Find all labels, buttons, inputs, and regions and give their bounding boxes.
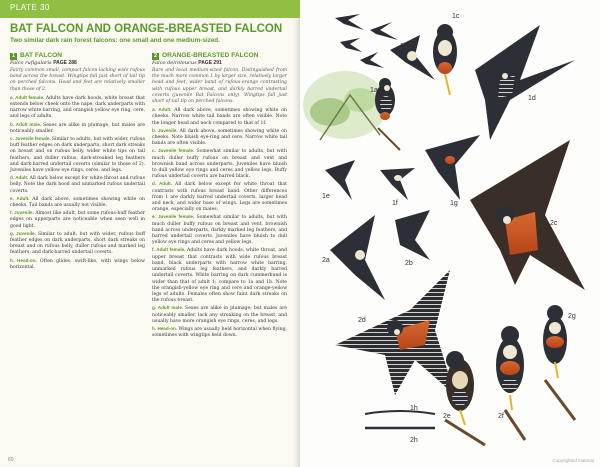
paragraph-text: Adults have dark hoods, white throat, and upper breast that contrasts with wide rufous breast band, black underparts with narrow white barring, unmarked rufous leg feathers, and darkly barred undertail coverts. White barring on dark cummerbund is wider than that of adult 1; compare to 1a and 1b. Note the orangish-yellow eye ring and cere and orange-yellow legs of adults. Females often show faint dark streaks on the rufous breast.	[152, 248, 287, 304]
figure-label-2e: 2e	[443, 413, 451, 420]
species-1-paragraph	[10, 95, 145, 121]
species-1-name: BAT FALCON	[20, 52, 62, 59]
figure-label-2b: 2b	[405, 260, 413, 267]
figure-1c-bat-falcon-perched	[433, 24, 457, 95]
figure-label-1b: 1b	[400, 43, 408, 50]
paragraph-text: Adults have dark hoods, white breast that extends below cheek onto the nape, dark underparts with narrow white barring, and orangish yellow eye ring, cere, and legs of adults.	[10, 95, 145, 120]
page-number: 60	[8, 457, 14, 463]
paragraph-text: Almost like adult, but some rufous-buff feather edges on upperparts are noticeable when seen well in good light.	[10, 211, 145, 229]
species-2-paragraph	[152, 148, 287, 180]
species-2-paragraphs	[152, 107, 287, 339]
paragraph-text: All dark below except for white throat and rufous belly. Note the dark hood and unmarked rufous undertail coverts.	[10, 176, 145, 194]
species-1-scientific	[10, 60, 145, 67]
species-2-heading	[152, 52, 287, 60]
figure-label-1d: 1d	[528, 95, 536, 102]
paragraph-tag: h. Head-on.	[10, 257, 40, 263]
paragraph-text: All dark above, sometimes showing white on cheeks. Note bluish eye-ring and cere. Narrow white tail bands are often visible.	[152, 128, 288, 147]
paragraph-tag: e. Juvenile female.	[152, 214, 197, 220]
figure-label-2a: 2a	[322, 257, 330, 264]
paragraph-tag: b. Adult male.	[10, 121, 44, 127]
copyright-note: Copyrighted material	[552, 458, 594, 463]
figure-2e-orange-breasted-falcon-perched	[445, 351, 485, 445]
species-1-latin: Falco rufigularis	[10, 60, 52, 66]
figure-1b-bat-falcon-flying	[390, 35, 435, 80]
species-1-paragraph	[10, 210, 145, 230]
species-2-paragraph	[152, 305, 287, 325]
paragraph-tag: c. Juvenile female.	[10, 136, 52, 142]
paragraph-tag: g. Adult male.	[152, 305, 186, 311]
figure-label-2c: 2c	[550, 220, 558, 227]
species-1-page: PAGE 288	[53, 60, 77, 66]
paragraph-text: All dark above, sometimes showing white on cheeks. Tail bands are usually not visible.	[10, 196, 145, 209]
paragraph-text: All dark below except for white throat that contrasts with rufous breast band. Other differences from 1 are darkly barred undertail coverts, larger head and neck, and wider base of wings. Legs are sometimes orange, especially on males.	[152, 182, 287, 213]
figure-2c-orange-breasted-falcon-flying	[470, 140, 585, 290]
species-2-paragraph	[152, 326, 287, 339]
species-1-heading	[10, 52, 145, 60]
paragraph-text: Somewhat similar to adults, but with much duller buffy rufous on breast and vent and brownish band across underparts. Juveniles have bluish to dull yellow eye rings and ceres and yellow legs. Buffy rufous undertail coverts are barred black.	[152, 149, 287, 180]
figure-2f-orange-breasted-falcon-perched	[496, 326, 525, 440]
plate-label: PLATE 30	[10, 3, 50, 12]
paragraph-text: Wings are usually held horizontal when flying, sometimes with wingtips held down.	[152, 326, 287, 339]
paragraph-tag: d. Adult.	[152, 181, 175, 187]
species-2-intro: Rare and local medium-sized falcon. Distinguished from the much more common 1 by larger size, relatively larger head and feet, wider band of rufous-orange contrasting with rufous upper breast, and darkly barred undertail coverts (juvenile Bat Falcons only). Wingtips fall just short of tail tip on perched falcons.	[152, 68, 287, 105]
figure-label-1e: 1e	[322, 193, 330, 200]
figure-label-2d: 2d	[358, 317, 366, 324]
species-1-paragraph	[10, 136, 145, 174]
paragraph-tag: g. Juvenile.	[10, 230, 38, 236]
species-1-number: 1	[11, 52, 16, 59]
species-2-number: 2	[153, 52, 158, 59]
figure-label-1a: 1a	[370, 87, 378, 94]
species-2-paragraph	[152, 214, 287, 246]
paragraph-tag: c. Juvenile female.	[152, 148, 197, 154]
figure-label-2g: 2g	[568, 313, 576, 320]
paragraph-text: Often glides, swift-like, with wings below horizontal.	[10, 258, 145, 270]
species-2-paragraph	[152, 107, 287, 127]
figure-label-2h: 2h	[410, 437, 418, 444]
figure-2b-orange-breasted-falcon-flying	[395, 210, 430, 260]
falcon-plate-illustration	[300, 0, 600, 467]
figure-label-1h: 1h	[410, 405, 418, 412]
species-2-column	[152, 52, 287, 340]
page-title: BAT FALCON AND ORANGE-BREASTED FALCON	[10, 23, 283, 35]
species-1-paragraph	[10, 175, 145, 195]
paragraph-tag: h. Head-on.	[152, 325, 179, 331]
paragraph-tag: a. Adult female.	[10, 94, 46, 100]
species-2-name: ORANGE-BREASTED FALCON	[162, 52, 259, 59]
species-2-paragraph	[152, 128, 287, 148]
figure-label-1c: 1c	[452, 13, 460, 20]
species-1-column	[10, 52, 145, 272]
paragraph-tag: f. Adult female.	[152, 247, 188, 253]
paragraph-tag: a. Adult.	[152, 107, 175, 113]
species-2-paragraph	[152, 181, 287, 213]
figure-1d-bat-falcon-flying	[475, 25, 575, 140]
paragraph-tag: e. Adult.	[10, 195, 33, 201]
paragraph-text: All dark above, sometimes showing white on cheeks. Narrow white tail bands are often visible. Note the longer head and neck compared to that of 1f.	[152, 108, 287, 126]
species-2-scientific	[152, 60, 287, 67]
species-1-paragraph	[10, 196, 145, 209]
species-1-paragraph	[10, 258, 145, 271]
paragraph-text: Somewhat similar to adults, but with much duller buffy rufous on breast and vent, brownish band across underparts, darkly marked leg feathers, and barred undertail coverts. Juveniles have bluish to dull yellow eye rings and ceres and yellow legs.	[152, 215, 287, 246]
figure-2d-orange-breasted-falcon-flying	[335, 270, 455, 395]
species-1-intro: Fairly common small, compact falcon lacking wide rufous band across the breast. Wingtips fall just short of tail tip on perched falcons. Head and feet are relatively smaller than those of 2.	[10, 68, 145, 92]
figure-2a-orange-breasted-falcon-flying	[330, 215, 385, 300]
figure-1f-bat-falcon-flying	[380, 168, 415, 200]
figure-2g-orange-breasted-falcon-perched	[543, 305, 575, 420]
paragraph-text: Similar to adults, but with wider, rufous buff feather edges on dark underparts, short dark streaks on breast and on rufous belly, wider white tips on tail feathers, and duller rufous, dark-streaked leg feathers and dark-barred undertail coverts (similar to those of 2). Juveniles have yellow eye rings, ceres, and legs.	[10, 137, 145, 174]
paragraph-text: Sexes are alike in plumage; but males are noticeably smaller, lack any streaking on the breast, and usually have more orangish eye rings, ceres, and legs.	[152, 306, 287, 324]
paragraph-text: Similar to adult, but with wider, rufous buff feather edges on dark underparts, short dark streaks on breast and on rufous belly, duller rufous and marked leg feathers, and dark-barred undertail coverts.	[10, 231, 146, 256]
plate-header-bar	[0, 0, 300, 18]
paragraph-tag: f. Juvenile.	[10, 210, 36, 216]
species-2-latin: Falco deiroleucus	[152, 60, 197, 66]
forest-vignette	[303, 71, 387, 140]
species-1-paragraphs	[10, 95, 145, 271]
figure-label-1g: 1g	[450, 200, 458, 207]
figure-1h-head-on-glide	[365, 411, 435, 414]
species-2-page: PAGE 291	[198, 60, 222, 66]
paragraph-tag: d. Adult.	[10, 175, 30, 181]
paragraph-text: Sexes are alike in plumage, but males are noticeably smaller.	[10, 122, 145, 134]
paragraph-tag: b. Juvenile.	[152, 127, 180, 133]
species-1-paragraph	[10, 122, 145, 135]
figure-label-2f: 2f	[498, 413, 504, 420]
figure-label-1f: 1f	[392, 200, 398, 207]
page-subtitle: Two similar dark rain forest falcons: one small and one medium-sized.	[10, 37, 220, 44]
figure-1g-bat-falcon-flying	[425, 135, 480, 200]
species-2-paragraph	[152, 247, 287, 304]
illustration-page	[300, 0, 600, 467]
flying-falcon-silhouettes	[335, 14, 398, 68]
species-1-paragraph	[10, 231, 145, 257]
